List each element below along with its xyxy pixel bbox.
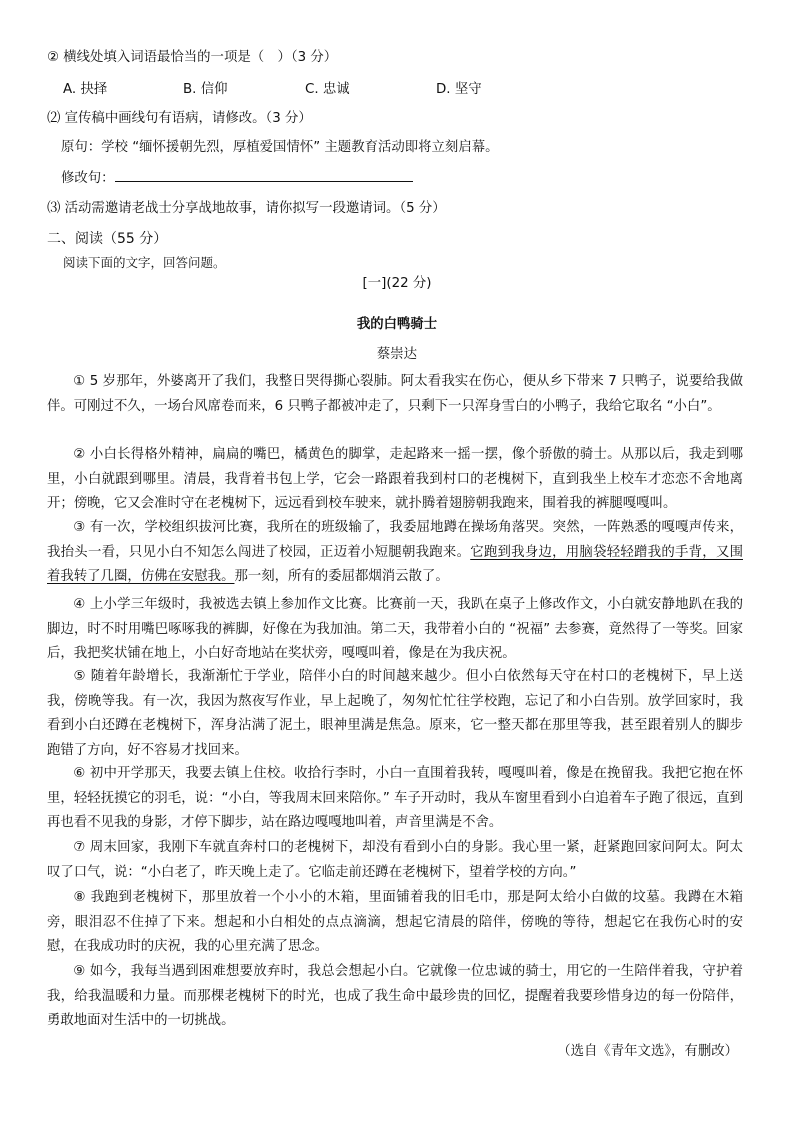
- question-2: ② 横线处填入词语最恰当的一项是（ ）（3 分）: [47, 50, 338, 65]
- section-heading: 二、阅读（55 分）: [47, 231, 168, 247]
- question-invite: ⑶ 活动需邀请老战士分享战地故事，请你拟写一段邀请词。（5 分）: [47, 201, 446, 216]
- part-label: [一](22 分): [362, 276, 432, 291]
- paragraph-1: ① 5 岁那年，外婆离开了我们，我整日哭得撕心裂肺。阿太看我实在伤心，便从乡下带来 7 只鸭子，说要给我做伴。可刚过不久，一场台风席卷而来，6 只鸭子都被冲走了，只剩下一只浑身雪白的小鸭子，我给它取名 “小白”。: [47, 374, 743, 414]
- paragraph-3: ③ 有一次，学校组织拔河比赛，我所在的班级输了，我委屈地蹲在操场角落哭。突然，一阵熟悉的嘎嘎声传来，我抬头一看，只见小白不知怎么闯进了校园，正迈着小短腿朝我跑来。它跑到我身边，用脑袋轻轻蹭我的手背，又围着我转了几圈，仿佛在安慰我。那一刻，所有的委屈都烟消云散了。: [47, 520, 743, 584]
- source-note: （选自《青年文选》，有删改）: [557, 1044, 738, 1059]
- reading-instruction: 阅读下面的文字，回答问题。: [63, 255, 226, 270]
- option-d: D. 坚守: [436, 82, 482, 97]
- original-sentence: 原句：学校 “缅怀援朝先烈，厚植爱国情怀” 主题教育活动即将立刻启幕。: [61, 140, 499, 155]
- paragraph-9: ⑨ 如今，我每当遇到困难想要放弃时，我总会想起小白。它就像一位忠诚的骑士，用它的一生陪伴着我，守护着我，给我温暖和力量。而那棵老槐树下的时光，也成了我生命中最珍贵的回忆，提醒着我要珍惜身边的每一份陪伴，勇敢地面对生活中的一切挑战。: [47, 964, 743, 1028]
- question-revise: ⑵ 宣传稿中画线句有语病，请修改。（3 分）: [47, 111, 312, 126]
- paragraph-6: ⑥ 初中开学那天，我要去镇上住校。收拾行李时，小白一直围着我转，嘎嘎叫着，像是在挽留我。我把它抱在怀里，轻轻抚摸它的羽毛，说：“小白，等我周末回来陪你。” 车子开动时，我从车窗里看到小白追着车子跑了很远，直到再也看不见我的身影，才停下脚步，站在路边嘎嘎地叫着，声音里满是不舍。: [47, 766, 743, 830]
- option-b: B. 信仰: [183, 82, 228, 97]
- article-author: 蔡崇达: [376, 347, 418, 362]
- option-c: C. 忠诚: [305, 82, 350, 97]
- answer-line[interactable]: [115, 181, 413, 182]
- option-a: A. 抉择: [63, 82, 108, 97]
- paragraph-7: ⑦ 周末回家，我刚下车就直奔村口的老槐树下，却没有看到小白的身影。我心里一紧，赶紧跑回家问阿太。阿太叹了口气，说：“小白老了，昨天晚上走了。它临走前还蹲在老槐树下，望着学校的方向。”: [47, 840, 743, 880]
- revised-label: 修改句：: [61, 171, 115, 186]
- paragraph-5: ⑤ 随着年龄增长，我渐渐忙于学业，陪伴小白的时间越来越少。但小白依然每天守在村口的老槐树下，早上送我，傍晚等我。有一次，我因为熬夜写作业，早上起晚了，匆匆忙忙往学校跑，忘记了和小白告别。放学回家时，我看到小白还蹲在老槐树下，浑身沾满了泥土，眼神里满是焦急。原来，它一整天都在那里等我，甚至跟着别人的脚步跑错了方向，好不容易才找回来。: [47, 669, 743, 758]
- paragraph-8: ⑧ 我跑到老槐树下，那里放着一个小小的木箱，里面铺着我的旧毛巾，那是阿太给小白做的坟墓。我蹲在木箱旁，眼泪忍不住掉了下来。想起和小白相处的点点滴滴，想起它清晨的陪伴，傍晚的等待，想起它在我伤心时的安慰，在我成功时的庆祝，我的心里充满了思念。: [47, 890, 743, 954]
- underlined-sentence: 它跑到我身边，用脑袋轻轻蹭我的手背，又围着我转了几圈，仿佛在安慰我。: [47, 544, 743, 584]
- paragraph-4: ④ 上小学三年级时，我被选去镇上参加作文比赛。比赛前一天，我趴在桌子上修改作文，小白就安静地趴在我的脚边，时不时用嘴巴啄啄我的裤脚，好像在为我加油。第二天，我带着小白的 “祝福” 去参赛，竟然得了一等奖。回家后，我把奖状铺在地上，小白好奇地站在奖状旁，嘎嘎叫着，像是在为我庆祝。: [47, 597, 743, 661]
- article-title: 我的白鸭骑士: [356, 317, 438, 332]
- paragraph-2: ② 小白长得格外精神，扁扁的嘴巴，橘黄色的脚掌，走起路来一摇一摆，像个骄傲的骑士。从那以后，我走到哪里，小白就跟到哪里。清晨，我背着书包上学，它会一路跟着我到村口的老槐树下，直到我坐上校车才恋恋不舍地离开；傍晚，它又会准时守在老槐树下，远远看到校车驶来，就扑腾着翅膀朝我跑来，围着我的裤腿嘎嘎叫。: [47, 447, 743, 511]
